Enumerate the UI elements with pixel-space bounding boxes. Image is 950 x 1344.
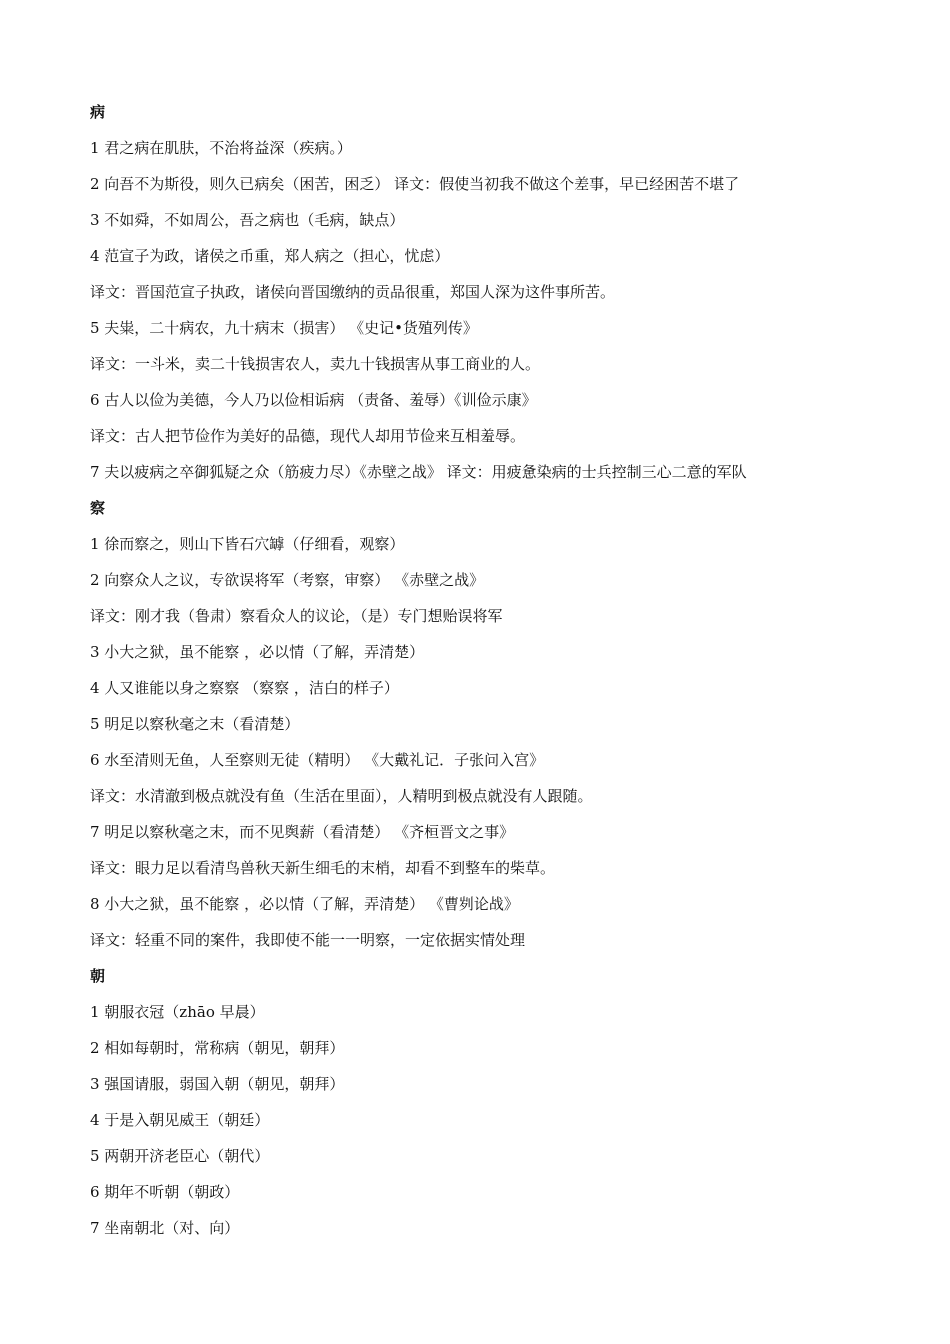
entry-line: 3 不如舜，不如周公，吾之病也（毛病，缺点） — [90, 211, 405, 229]
entry-line: 5 夫粜，二十病农，九十病末（损害） 《史记•货殖列传》 — [90, 319, 478, 337]
translation-line: 译文：晋国范宣子执政，诸侯向晋国缴纳的贡品很重，郑国人深为这件事所苦。 — [90, 283, 616, 301]
translation-line: 译文：一斗米，卖二十钱损害农人，卖九十钱损害从事工商业的人。 — [90, 355, 541, 373]
section-heading: 病 — [90, 103, 106, 121]
section-heading: 察 — [90, 499, 106, 517]
entry-line: 2 向吾不为斯役，则久已病矣（困苦，困乏） 译文：假使当初我不做这个差事，早已经困苦不堪了 — [90, 175, 740, 193]
translation-line: 译文：刚才我（鲁肃）察看众人的议论，（是）专门想贻误将军 — [90, 607, 503, 625]
entry-line: 3 小大之狱，虽不能察 ，必以情（了解，弄清楚） — [90, 643, 425, 661]
entry-line: 1 朝服衣冠（zhāo 早晨） — [90, 1003, 265, 1021]
entry-line: 2 向察众人之议，专欲误将军（考察，审察） 《赤壁之战》 — [90, 571, 485, 589]
entry-line: 4 于是入朝见威王（朝廷） — [90, 1111, 270, 1129]
entry-line: 7 坐南朝北（对、向） — [90, 1219, 240, 1237]
entry-line: 5 明足以察秋毫之末（看清楚） — [90, 715, 300, 733]
entry-line: 6 古人以俭为美德，今人乃以俭相诟病 （责备、羞辱）《训俭示康》 — [90, 391, 537, 409]
translation-line: 译文：古人把节俭作为美好的品德，现代人却用节俭来互相羞辱。 — [90, 427, 526, 445]
entry-line: 7 夫以疲病之卒御狐疑之众（筋疲力尽）《赤壁之战》 译文：用疲惫染病的士兵控制三心二意的军队 — [90, 463, 747, 481]
translation-line: 译文：水清澈到极点就没有鱼（生活在里面），人精明到极点就没有人跟随。 — [90, 787, 593, 805]
document-page — [90, 100, 920, 1252]
entry-line: 1 徐而察之，则山下皆石穴罅（仔细看，观察） — [90, 535, 405, 553]
translation-line: 译文：眼力足以看清鸟兽秋天新生细毛的末梢，却看不到整车的柴草。 — [90, 859, 556, 877]
entry-line: 7 明足以察秋毫之末，而不见舆薪（看清楚） 《齐桓晋文之事》 — [90, 823, 515, 841]
entry-line: 4 人又谁能以身之察察 （察察 ，洁白的样子） — [90, 679, 399, 697]
section-heading: 朝 — [90, 967, 106, 985]
entry-line: 3 强国请服，弱国入朝（朝见，朝拜） — [90, 1075, 345, 1093]
entry-line: 6 期年不听朝（朝政） — [90, 1183, 240, 1201]
entry-line: 8 小大之狱，虽不能察 ，必以情（了解，弄清楚） 《曹刿论战》 — [90, 895, 519, 913]
translation-line: 译文：轻重不同的案件，我即使不能一一明察，一定依据实情处理 — [90, 931, 526, 949]
entry-line: 5 两朝开济老臣心（朝代） — [90, 1147, 270, 1165]
entry-line: 1 君之病在肌肤，不治将益深（疾病。） — [90, 139, 352, 157]
entry-line: 6 水至清则无鱼，人至察则无徒（精明） 《大戴礼记．子张问入宫》 — [90, 751, 545, 769]
entry-line: 2 相如每朝时，常称病（朝见，朝拜） — [90, 1039, 345, 1057]
entry-line: 4 范宣子为政，诸侯之币重，郑人病之（担心，忧虑） — [90, 247, 450, 265]
